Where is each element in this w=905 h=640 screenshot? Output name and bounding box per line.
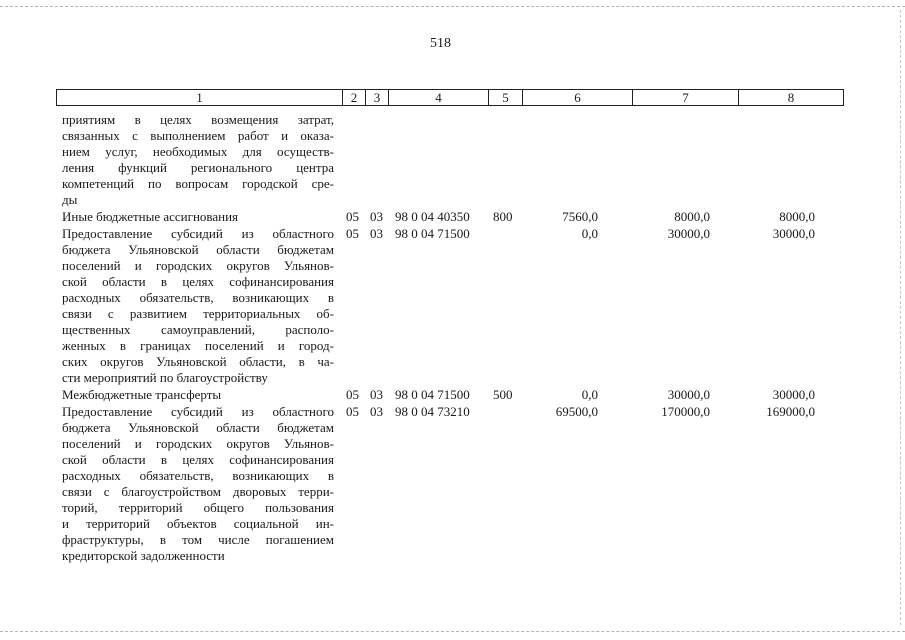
cell-col-7: 8000,0 <box>674 209 710 224</box>
cell-col-4: 98 0 04 71500 <box>395 226 470 241</box>
header-col-4: 4 <box>388 90 488 105</box>
description-line: ской области в целях софинансирования <box>62 274 334 289</box>
description-line: Межбюджетные трансферты <box>62 387 222 402</box>
cell-col-7: 30000,0 <box>667 387 710 402</box>
cell-col-2: 05 <box>346 404 359 419</box>
header-col-1: 1 <box>196 90 203 105</box>
description-line: связанных с выполнением работ и оказа- <box>62 128 334 143</box>
cell-col-4: 98 0 04 73210 <box>395 404 470 419</box>
header-col-8: 8 <box>738 90 843 105</box>
description-line: поселений и городских округов Ульянов- <box>62 258 334 273</box>
description-line: ды <box>62 192 78 207</box>
cell-col-7: 170000,0 <box>661 404 710 419</box>
cell-col-6: 7560,0 <box>562 209 598 224</box>
cell-col-4: 98 0 04 40350 <box>395 209 470 224</box>
description-line: ления функций регионального центра <box>62 160 334 175</box>
page-number: 518 <box>430 36 451 51</box>
cell-col-5: 500 <box>493 387 513 402</box>
description-line: Иные бюджетные ассигнования <box>62 209 239 224</box>
description-line: торий, территорий общего пользования <box>62 500 334 515</box>
cell-col-3: 03 <box>370 404 383 419</box>
cell-col-7: 30000,0 <box>667 226 710 241</box>
description-line: расходных обязательств, возникающих в <box>62 468 334 483</box>
description-line: связи с развитием территориальных об- <box>62 306 334 321</box>
description-line: сти мероприятий по благоустройству <box>62 370 268 385</box>
cell-col-3: 03 <box>370 387 383 402</box>
cell-col-6: 0,0 <box>581 226 598 241</box>
header-col-7: 7 <box>632 90 738 105</box>
row-description <box>62 112 334 208</box>
description-line: Предоставление субсидий из областного <box>62 404 334 419</box>
cell-col-2: 05 <box>346 387 359 402</box>
cell-col-8: 169000,0 <box>766 404 815 419</box>
cell-col-3: 03 <box>370 209 383 224</box>
scan-edge-bottom <box>0 631 905 632</box>
cell-col-3: 03 <box>370 226 383 241</box>
header-col-2: 2 <box>342 90 365 105</box>
row-description <box>62 209 334 225</box>
cell-col-8: 30000,0 <box>772 387 815 402</box>
cell-col-4: 98 0 04 71500 <box>395 387 470 402</box>
row-description <box>62 226 334 386</box>
description-line: и территорий объектов социальной ин- <box>62 516 334 531</box>
description-line: ских округов Ульяновской области, в ча- <box>62 354 334 369</box>
description-line: кредиторской задолженности <box>62 548 225 563</box>
header-col-6: 6 <box>522 90 632 105</box>
description-line: приятиям в целях возмещения затрат, <box>62 112 334 127</box>
header-col-5: 5 <box>488 90 522 105</box>
description-line: поселений и городских округов Ульянов- <box>62 436 334 451</box>
cell-col-5: 800 <box>493 209 513 224</box>
description-line: связи с благоустройством дворовых терри- <box>62 484 334 499</box>
description-line: щественных самоуправлений, располо- <box>62 322 334 337</box>
row-description <box>62 387 334 403</box>
description-line: бюджета Ульяновской области бюджетам <box>62 242 334 257</box>
header-col-3: 3 <box>365 90 388 105</box>
scan-edge-top <box>0 6 905 7</box>
cell-col-6: 0,0 <box>581 387 598 402</box>
row-description <box>62 404 334 564</box>
description-line: Предоставление субсидий из областного <box>62 226 334 241</box>
table-header <box>56 89 844 106</box>
description-line: ской области в целях софинансирования <box>62 452 334 467</box>
description-line: фраструктуры, в том числе погашением <box>62 532 334 547</box>
cell-col-8: 30000,0 <box>772 226 815 241</box>
description-line: женных в границах поселений и город- <box>62 338 334 353</box>
cell-col-2: 05 <box>346 226 359 241</box>
description-line: расходных обязательств, возникающих в <box>62 290 334 305</box>
cell-col-8: 8000,0 <box>779 209 815 224</box>
cell-col-2: 05 <box>346 209 359 224</box>
description-line: бюджета Ульяновской области бюджетам <box>62 420 334 435</box>
scan-edge-right <box>900 10 901 625</box>
cell-col-6: 69500,0 <box>555 404 598 419</box>
description-line: компетенций по вопросам городской сре- <box>62 176 334 191</box>
description-line: нием услуг, необходимых для осуществ- <box>62 144 334 159</box>
